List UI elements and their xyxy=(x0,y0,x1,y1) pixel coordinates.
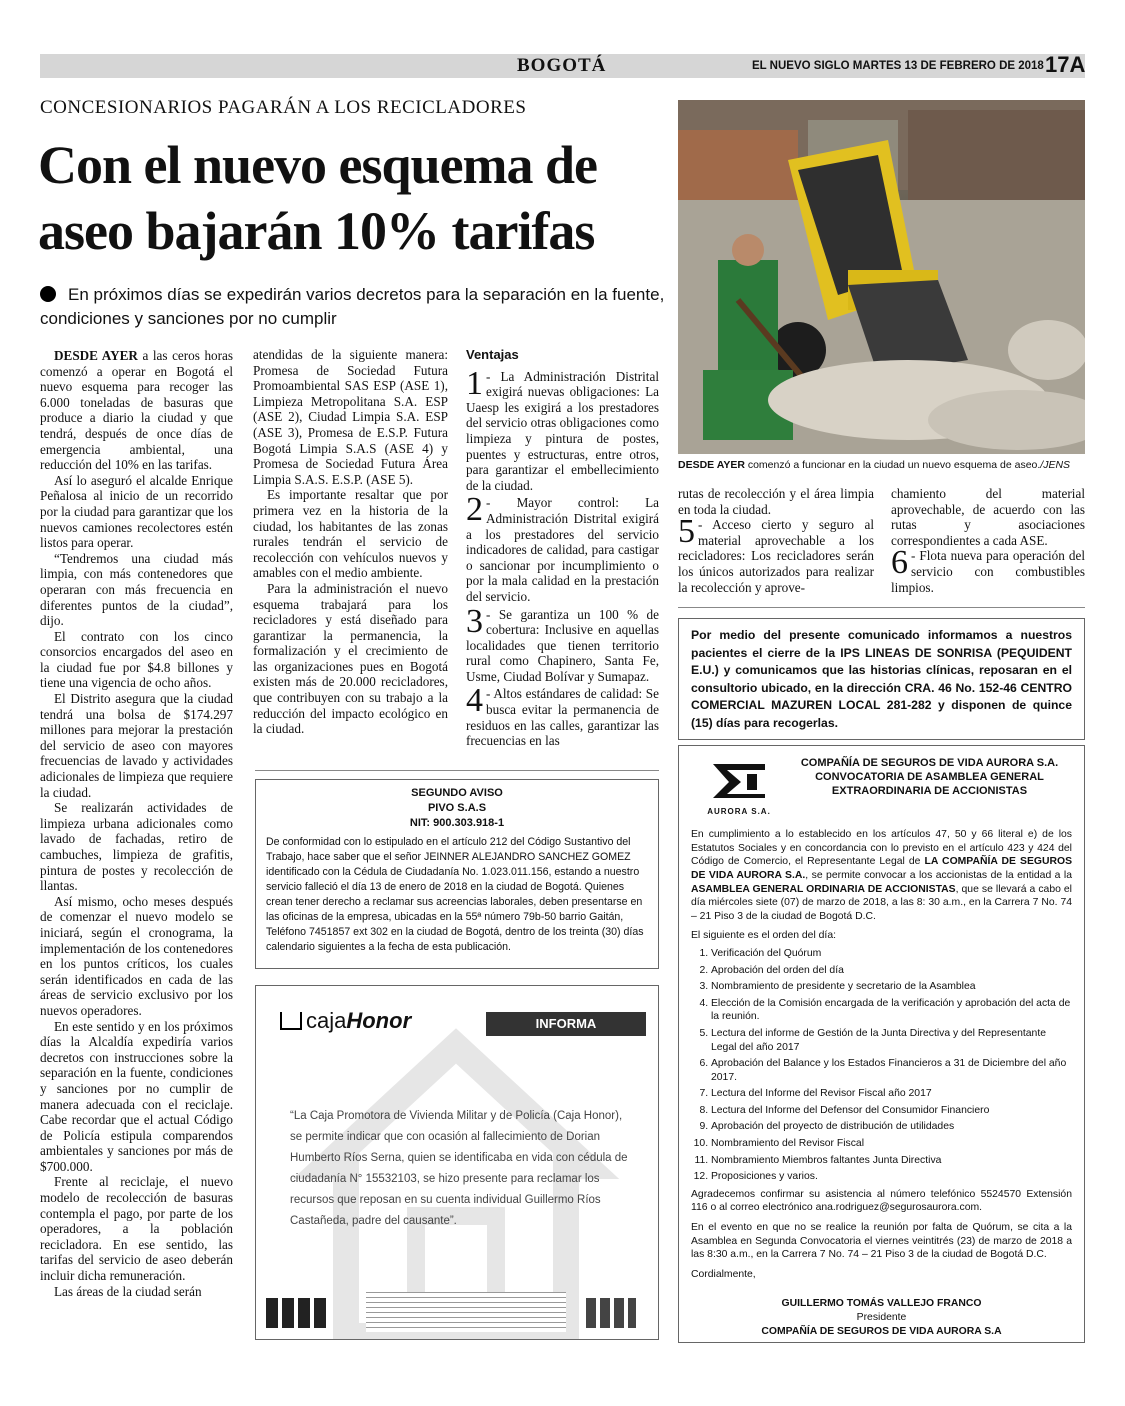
logo-part: caja xyxy=(306,1008,347,1033)
segundo-aviso-box xyxy=(255,779,659,969)
advantage-number: 2 xyxy=(466,491,483,529)
bullet-icon xyxy=(40,286,56,302)
caption-lead: DESDE AYER xyxy=(678,459,745,471)
advantage-number: 1 xyxy=(466,364,483,402)
paragraph: Para la administración el nuevo esquema trabajará para los recicladores y está diseñado para garantizar la permanencia, la formalización y el crecimiento de las organizaciones pues en Bogotá existen más de 20.000 recicladores, que contribuyen con su trabajo a la reducción del impacto ecológico en la ciudad. xyxy=(253,580,448,737)
caja-honor-logo xyxy=(280,1008,411,1034)
paragraph: Es importante resaltar que por primera vez en la historia de la ciudad, los habitantes de las zonas rurales tendrán el servicio de recolección con vehículos nuevos y amables con el medio ambiente. xyxy=(253,487,448,581)
aviso-nit: NIT: 900.303.918-1 xyxy=(409,817,505,829)
aurora-convocatoria xyxy=(678,745,1085,1343)
article-kicker: CONCESIONARIOS PAGARÁN A LOS RECICLADORES xyxy=(40,97,527,118)
aviso-title: SEGUNDO AVISO xyxy=(411,787,503,799)
agenda-item: 11. Nombramiento Miembros faltantes Junta Directiva xyxy=(711,1154,1072,1168)
page-number: 17A xyxy=(1045,52,1086,77)
agenda-item: 5. Lectura del informe de Gestión de la Junta Directiva y del Representante Legal del año 2017 xyxy=(711,1027,1072,1054)
lead-word: DESDE AYER xyxy=(54,348,138,363)
house-icon xyxy=(280,1012,302,1030)
paragraph: Se realizarán actividades de limpieza urbana adicionales como lavado de fachadas, retiro de cambuches, limpieza de grafitis, pintura de postes y recolección de llantas. xyxy=(40,800,233,894)
advantage-text: - Se garantiza un 100 % de cobertura: Inclusive en aquellas localidades que tienen territorio rural como Chapinero, Santa Fe, Usme, Ciudad Bolívar y Sumapaz. xyxy=(466,606,659,684)
paragraph: Frente al reciclaje, el nuevo modelo de recolección de basuras contempla el pago, por parte de los operadores, a la población recicladora. En ese sentido, las tarifas del servicio de aseo deberán incluir dicha remuneración. xyxy=(40,1174,233,1284)
agenda-item: 8. Lectura del Informe del Defensor del Consumidor Financiero xyxy=(711,1104,1072,1118)
agenda-item: 4. Elección de la Comisión encargada de la verificación y aprobación del acta de la reunión. xyxy=(711,997,1072,1024)
informa-badge: INFORMA xyxy=(486,1012,646,1036)
aurora-title: CONVOCATORIA DE ASAMBLEA GENERAL xyxy=(815,771,1044,783)
aurora-title: EXTRAORDINARIA DE ACCIONISTAS xyxy=(831,785,1028,797)
ministry-logos-icon xyxy=(586,1298,636,1328)
notice-text: Por medio del presente comunicado informamos a nuestros pacientes el cierre de la IPS LINEAS DE SONRISA (PEQUIDENT E.U.) y comunicamos que las historias clínicas, reposaran en el consultorio ubicado, en la dirección CRA. 46 No. 152-46 CENTRO COMERCIAL MAZUREN LOCAL 281-282 y disponen de quince (15) días para recogerlas. xyxy=(691,628,1072,730)
caja-honor-body: “La Caja Promotora de Vivienda Militar y de Policía (Caja Honor), se permite indicar que con ocasión al fallecimiento de Dorian Humberto Ríos Serna, quien se identificaba en vida con cédula de ciudadanía N° 15532103, se hizo presente para reclamar los recursos que reposan en su cuenta individual Guillermo Ríos Castañeda, padre del causante”. xyxy=(290,1110,628,1227)
paragraph: En este sentido y en los próximos días la Alcaldía expediría varios decretos con instrucciones sobre la separación en la fuente, condiciones y sanciones por no cumplir de manera adecuada con el reciclaje. Cabe recordar que el actual Código de Policía estipula comparendos ambientales y sanciones por más de $700.000. xyxy=(40,1018,233,1174)
aviso-body: De conformidad con lo estipulado en el artículo 212 del Código Sustantivo del Trabajo, hace saber que el señor JEINNER ALEJANDRO SANCHEZ GOMEZ identificado con la Cédula de Ciudadanía No. 1.023.011.156, estando a nuestro servicio falleció el día 13 de enero de 2018 en la ciudad de Bogotá. Quienes crean tener derecho a reclamar sus acreencias laborales, deben presentarse en las oficinas de la empresa, ubicadas en la 55ª número 79b-50 barrio Gaitán, Teléfono 7451857 ext 302 en la ciudad de Bogotá, dentro de los treinta (30) días calendario siguientes a la fecha de esta publicación. xyxy=(266,836,644,953)
article-subtitle xyxy=(40,283,665,331)
advantage-item xyxy=(466,491,659,604)
aurora-signer: GUILLERMO TOMÁS VALLEJO FRANCO xyxy=(781,1298,982,1310)
article-column-2 xyxy=(253,347,448,737)
advantage-number: 4 xyxy=(466,682,483,720)
aurora-intro xyxy=(691,828,1072,923)
article-photo xyxy=(678,100,1085,454)
advantages-title: Ventajas xyxy=(466,347,519,362)
aurora-title: COMPAÑÍA DE SEGUROS DE VIDA AURORA S.A. xyxy=(800,757,1059,769)
advantages-column xyxy=(466,347,659,751)
ips-closure-notice xyxy=(678,618,1085,740)
photo-caption xyxy=(678,459,1088,471)
advantage-item xyxy=(466,364,659,494)
paragraph: El Distrito asegura que la ciudad tendrá una bolsa de $174.297 millones para mejorar la prestación del servicio de aseo con mayores frecuencias de lavado y actividades adicionales de limpieza que requiere la ciudad. xyxy=(40,691,233,800)
agenda-item: 6. Aprobación del Balance y los Estados Financieros a 31 de Diciembre del año 2017. xyxy=(711,1057,1072,1084)
intro-text: ASAMBLEA GENERAL ORDINARIA DE ACCIONISTAS xyxy=(691,883,956,895)
paragraph: “Tendremos una ciudad más limpia, con más contenedores que operaran con más frecuencia en diferentes puntos de la ciudad”, dijo. xyxy=(40,550,233,629)
divider xyxy=(678,607,1085,608)
aurora-signer-role: Presidente xyxy=(856,1312,907,1323)
agenda-item: 10. Nombramiento del Revisor Fiscal xyxy=(711,1137,1072,1151)
aurora-logo-icon xyxy=(709,760,769,800)
photo-credit: /JENS xyxy=(1040,459,1071,471)
advantage-text: - Altos estándares de calidad: Se busca evitar la permanencia de residuos en las calles, garantizar las frecuencias en las xyxy=(466,686,659,749)
headline-line-1: Con el nuevo esquema de xyxy=(38,135,598,195)
advantage-text: - Mayor control: La Administración Distrital exigirá a los prestadores del servicio indicadores de calidad, para castigar o sancionar por incumplimiento o por la mala calidad en la prestación del servicio. xyxy=(466,495,659,604)
aurora-thanks: Agradecemos confirmar su asistencia al número telefónico 5524570 Extensión 116 o al correo electrónico ana.rodriguez@segurosaurora.com. xyxy=(691,1188,1072,1214)
advantage-item xyxy=(678,513,874,595)
caja-honor-ad xyxy=(255,985,659,1340)
agenda-item: 7. Lectura del Informe del Revisor Fiscal año 2017 xyxy=(711,1087,1072,1101)
article-column-4 xyxy=(678,486,874,597)
aurora-header xyxy=(691,756,1072,818)
subtitle-text: En próximos días se expedirán varios decretos para la separación en la fuente, condiciones y sanciones por no cumplir xyxy=(40,285,665,328)
agenda-item: 12. Proposiciones y varios. xyxy=(711,1170,1072,1184)
paragraph: atendidas de la siguiente manera: Promesa de Sociedad Futura Promoambiental SAS ESP (ASE 1), Limpieza Metropolitana S.A. ESP (ASE 2), Ciudad Limpia S.A. ESP (ASE 3), Promesa de E.S.P. Futura Bogotá Limpia S.A.S (ASE 4) y Promesa de Sociedad Futura Área Limpia S.A.S. E.S.P. (ASE 5). xyxy=(253,347,448,487)
aurora-logo-text: AURORA S.A. xyxy=(707,806,771,816)
paragraph: Así lo aseguró el alcalde Enrique Peñalosa al inicio de un recorrido por la ciudad para garantizar que los nuevos camiones recolectores estén listos para operar. xyxy=(40,472,233,551)
advantage-item xyxy=(891,544,1085,595)
street-cleanup-photo xyxy=(678,100,1085,454)
aurora-closing: Cordialmente, xyxy=(691,1268,756,1280)
intro-text: En cumplimiento a lo establecido en los artículos 47, 50 y 66 literal e) de los Estatutos Sociales y en concordancia con lo previsto en el artículo 423 y 424 del Código de Comercio, el Representante Legal de xyxy=(691,829,1072,868)
article-column-1 xyxy=(40,348,233,1299)
agenda-item: 3. Nombramiento de presidente y secretario de la Asamblea xyxy=(711,980,1072,994)
advantage-text: - Flota nueva para operación del servicio con combustibles limpios. xyxy=(891,548,1085,595)
article-column-5 xyxy=(891,486,1085,597)
aurora-titles xyxy=(787,756,1072,798)
intro-text: , que se llevará a cabo el día miércoles siete (07) de marzo de 2018, a las 8: 30 a.m., en la Carrera 7 No. 74 – 21 Piso 3 de la ciudad de Bogotá D.C. xyxy=(691,883,1072,922)
section-name: BOGOTÁ xyxy=(517,55,607,76)
aurora-second-call: En el evento en que no se realice la reunión por falta de Quórum, se cita a la Asamblea en Segunda Convocatoria el viernes veintitrés (23) de marzo de 2018 a las 8:30 a.m., en la Carrera 7 No. 74 – 21 Piso 3 de la ciudad de Bogotá D.C. xyxy=(691,1222,1072,1261)
paragraph: a las ceros horas comenzó a operar en Bogotá el nuevo esquema para recoger las 6.000 toneladas de basuras que produce a diario la ciudad y que tendrá, después de once días de emergencia ambiental, una reducción del 10% en las tarifas. xyxy=(40,348,234,473)
agenda-item: 1. Verificación del Quórum xyxy=(711,947,1072,961)
agenda-item: 2. Aprobación del orden del día xyxy=(711,964,1072,978)
issue-line: EL NUEVO SIGLO MARTES 13 DE FEBRERO DE 2018 xyxy=(752,60,1044,72)
headline-line-2: aseo bajarán 10% tarifas xyxy=(38,201,595,261)
advantage-text: - Acceso cierto y seguro al material aprovechable a los recicladores: Los recicladores serán los únicos autorizados para realizar la recolección y aprove- xyxy=(678,517,874,595)
logo-part: Honor xyxy=(346,1008,412,1033)
aviso-company: PIVO S.A.S xyxy=(427,802,487,814)
advantage-item xyxy=(466,682,659,749)
intro-text: LA COMPAÑÍA DE SEGUROS DE VIDA AURORA S.A. xyxy=(691,856,1073,881)
advantage-text: - La Administración Distrital exigirá nuevas obligaciones: La Uaesp les exigirá a los prestadores del servicio otras obligaciones como limpieza y pintura de postes, puentes y estructuras, entre otros, para garantizar el embellecimiento de la ciudad. xyxy=(466,368,659,493)
advantage-item xyxy=(466,602,659,685)
paragraph: El contrato con los cinco consorcios encargados del aseo en la ciudad fue por $4.8 billones y tiene una vigencia de ocho años. xyxy=(40,628,233,691)
aurora-logo xyxy=(691,760,787,818)
agenda-item: 9. Aprobación del proyecto de distribución de utilidades xyxy=(711,1120,1072,1134)
article-headline xyxy=(38,132,678,264)
paragraph: Así mismo, ocho meses después de comenzar el nuevo modelo se iniciará, según el cronograma, la implementación de los contenedores en los puntos críticos, los cuales serán identificados en cada de las áreas de servicio exclusivo por los nuevos operadores. xyxy=(40,893,233,1018)
intro-text: , se permite convocar a los accionistas de la entidad a la xyxy=(805,869,1072,881)
divider xyxy=(255,770,659,771)
advantage-number: 6 xyxy=(891,544,908,582)
certification-logos-icon xyxy=(266,1298,326,1328)
agenda-list xyxy=(691,947,1072,1184)
paragraph: Las áreas de la ciudad serán xyxy=(54,1283,202,1299)
fine-print-block xyxy=(366,1292,566,1332)
advantage-number: 3 xyxy=(466,602,483,640)
aurora-signer-company: COMPAÑÍA DE SEGUROS DE VIDA AURORA S.A xyxy=(761,1325,1002,1337)
caption-text: comenzó a funcionar en la ciudad un nuevo esquema de aseo. xyxy=(744,459,1041,471)
advantage-number: 5 xyxy=(678,513,695,551)
paragraph: rutas de recolección y el área limpia en toda la ciudad. xyxy=(678,486,874,517)
paragraph: chamiento del material aprovechable, de acuerdo con las rutas y asociaciones correspondientes a cada ASE. xyxy=(891,486,1085,548)
agenda-title: El siguiente es el orden del día: xyxy=(691,930,836,942)
